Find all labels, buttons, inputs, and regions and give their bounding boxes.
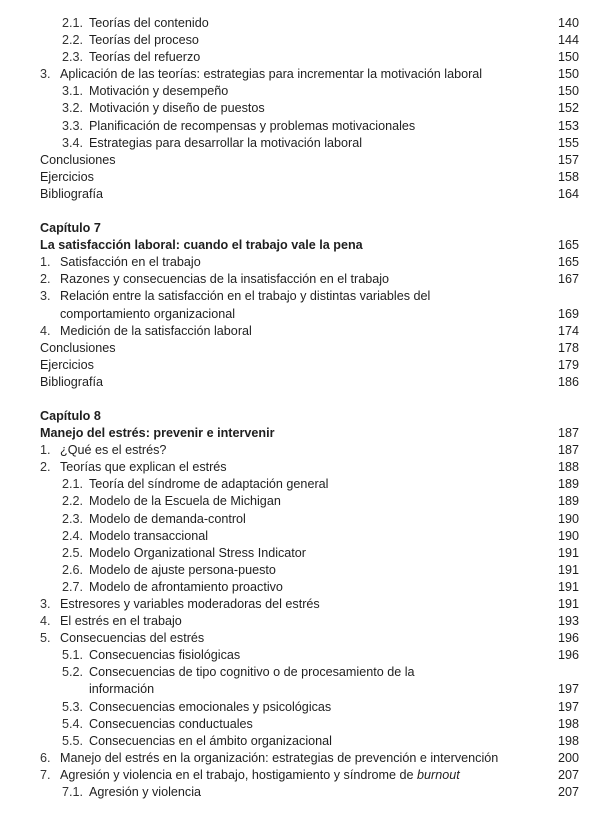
toc-entry [40,647,579,664]
entry-page: 157 [557,152,579,167]
entry-page: 191 [557,579,579,594]
entry-title: Planificación de recompensas y problemas motivacionales [89,118,416,133]
toc-entry [40,596,579,613]
entry-page: 187 [557,443,579,458]
entry-number: 3.4. [62,135,84,150]
entry-number: 2.2. [62,33,84,48]
entry-title: Teorías que explican el estrés [60,460,227,475]
entry-title: Manejo del estrés en la organización: estrategias de prevención e intervención [60,750,499,765]
toc-chapter-7 [40,220,579,391]
entry-title: El estrés en el trabajo [60,614,182,629]
entry-title: información [89,682,155,697]
entry-title: Teorías del proceso [89,33,199,48]
toc-entry [40,767,579,784]
toc-entry [40,374,579,391]
toc-entry [40,545,579,562]
toc-entry [40,630,579,647]
entry-title: Modelo transaccional [89,528,209,543]
toc-entry-continuation [40,306,579,323]
toc-entry [40,579,579,596]
toc-entry [40,750,579,767]
entry-page: 186 [557,374,579,389]
entry-page: 150 [557,84,579,99]
entry-page: 190 [557,511,579,526]
entry-page: 207 [557,767,579,782]
entry-number: 7. [40,767,51,782]
entry-number: 3.3. [62,118,84,133]
toc-entry [40,169,579,186]
entry-page: 207 [557,785,579,800]
toc-entry [40,562,579,579]
entry-number: 5.3. [62,699,84,714]
toc-entry [40,528,579,545]
entry-page: 169 [557,306,579,321]
toc-section-continuation [40,15,579,203]
toc-entry [40,66,579,83]
toc-entry [40,323,579,340]
entry-page: 198 [557,733,579,748]
section-spacer [40,203,579,220]
entry-title: Consecuencias fisiológicas [89,648,241,663]
entry-title: Bibliografía [40,186,104,201]
entry-page: 165 [557,238,579,253]
entry-number: 3.2. [62,101,84,116]
toc-entry [40,442,579,459]
entry-title: ¿Qué es el estrés? [60,443,167,458]
entry-title: Consecuencias del estrés [60,631,205,646]
entry-page: 193 [557,614,579,629]
toc-chapter-8 [40,408,579,801]
entry-number: 1. [40,255,51,270]
chapter-title [40,237,579,254]
entry-title: Medición de la satisfacción laboral [60,323,252,338]
toc-entry [40,357,579,374]
toc-entry [40,699,579,716]
toc-entry [40,459,579,476]
toc-entry [40,288,579,305]
entry-title: Modelo de afrontamiento proactivo [89,579,283,594]
entry-number: 2.1. [62,16,84,30]
toc-entry [40,493,579,510]
entry-page: 179 [557,357,579,372]
entry-number: 3.1. [62,84,84,99]
entry-title: Satisfacción en el trabajo [60,255,201,270]
entry-page: 189 [557,477,579,492]
entry-page: 165 [557,255,579,270]
chapter-label-text: Capítulo 7 [40,221,101,236]
entry-title: Agresión y violencia [89,785,202,800]
entry-title: Modelo de demanda-control [89,511,246,526]
entry-page: 144 [557,33,579,48]
entry-page: 191 [557,597,579,611]
entry-number: 2.7. [62,579,84,594]
entry-number: 3. [40,597,51,611]
entry-page: 190 [557,528,579,543]
chapter-title [40,425,579,442]
entry-title: Teorías del refuerzo [89,50,201,65]
entry-number: 2.3. [62,511,84,526]
entry-number: 2.6. [62,562,84,577]
entry-number: 1. [40,443,51,458]
entry-page: 198 [557,716,579,731]
entry-page: 196 [557,631,579,646]
entry-page: 188 [557,460,579,475]
entry-number: 2. [40,460,51,475]
entry-title: Conclusiones [40,340,116,355]
entry-number: 5. [40,631,51,646]
entry-title: Teoría del síndrome de adaptación general [89,477,329,492]
toc-entry-continuation [40,681,579,698]
entry-title: Ejercicios [40,357,94,372]
entry-number: 4. [40,614,51,629]
toc-entry [40,716,579,733]
entry-title: Aplicación de las teorías: estrategias para incrementar la motivación laboral [60,67,483,82]
entry-title: Razones y consecuencias de la insatisfacción en el trabajo [60,272,390,287]
entry-page: 150 [557,50,579,65]
entry-page: 152 [557,101,579,116]
entry-page: 187 [557,426,579,441]
toc-entry [40,83,579,100]
entry-title: Consecuencias emocionales y psicológicas [89,699,332,714]
entry-title: Conclusiones [40,152,116,167]
toc-entry [40,784,579,801]
toc-entry [40,664,579,681]
entry-title-italic: burnout [417,767,460,782]
entry-title: Teorías del contenido [89,16,209,30]
toc-entry [40,135,579,152]
entry-page: 189 [557,494,579,509]
entry-page: 150 [557,67,579,82]
toc-entry [40,476,579,493]
entry-number: 2.1. [62,477,84,492]
toc-entry [40,49,579,66]
entry-title: Consecuencias en el ámbito organizacional [89,733,332,748]
toc-entry [40,271,579,288]
entry-title: Relación entre la satisfacción en el trabajo y distintas variables del [60,289,431,304]
entry-title: comportamiento organizacional [60,306,236,321]
entry-number: 2. [40,272,51,287]
entry-page: 167 [557,272,579,287]
entry-title [60,767,460,784]
entry-title-main: Agresión y violencia en el trabajo, hostigamiento y síndrome de [60,767,418,782]
entry-title: Estrategias para desarrollar la motivación laboral [89,135,362,150]
chapter-label [40,408,579,425]
toc-entry [40,118,579,135]
toc-entry [40,100,579,117]
toc-entry [40,186,579,203]
entry-number: 5.5. [62,733,84,748]
entry-page: 155 [557,135,579,150]
entry-title: Consecuencias conductuales [89,716,253,731]
entry-page: 174 [557,323,579,338]
entry-title: Motivación y diseño de puestos [89,101,265,116]
entry-page: 197 [557,682,579,697]
toc-entry [40,613,579,630]
entry-number: 5.4. [62,716,84,731]
entry-page: 164 [557,186,579,201]
chapter-label-text: Capítulo 8 [40,408,101,423]
entry-page: 196 [557,648,579,663]
entry-number: 4. [40,323,51,338]
entry-page: 140 [557,16,579,30]
toc-entry [40,733,579,750]
chapter-label [40,220,579,237]
toc-entry [40,15,579,32]
entry-number: 2.3. [62,50,84,65]
entry-number: 2.2. [62,494,84,509]
toc-entry [40,254,579,271]
entry-page: 153 [557,118,579,133]
table-of-contents [40,15,579,801]
entry-title: Ejercicios [40,169,94,184]
entry-number: 5.2. [62,665,84,680]
entry-page: 191 [557,562,579,577]
entry-page: 178 [557,340,579,355]
entry-number: 5.1. [62,648,84,663]
entry-number: 3. [40,289,51,304]
entry-page: 200 [557,750,579,765]
entry-title: Estresores y variables moderadoras del estrés [60,597,320,611]
entry-page: 158 [557,169,579,184]
toc-entry [40,32,579,49]
toc-entry [40,340,579,357]
entry-number: 2.5. [62,545,84,560]
entry-title: Motivación y desempeño [89,84,229,99]
entry-number: 2.4. [62,528,84,543]
entry-page: 197 [557,699,579,714]
chapter-title-text: La satisfacción laboral: cuando el trabajo vale la pena [40,238,363,253]
entry-title: Modelo de ajuste persona-puesto [89,562,276,577]
section-spacer [40,391,579,408]
entry-number: 3. [40,67,51,82]
entry-title: Modelo de la Escuela de Michigan [89,494,281,509]
entry-title: Bibliografía [40,374,104,389]
chapter-title-text: Manejo del estrés: prevenir e intervenir [40,426,275,441]
entry-title: Consecuencias de tipo cognitivo o de procesamiento de la [89,665,415,680]
entry-number: 6. [40,750,51,765]
entry-title: Modelo Organizational Stress Indicator [89,545,307,560]
entry-page: 191 [557,545,579,560]
entry-number: 7.1. [62,785,84,800]
toc-entry [40,511,579,528]
toc-entry [40,152,579,169]
